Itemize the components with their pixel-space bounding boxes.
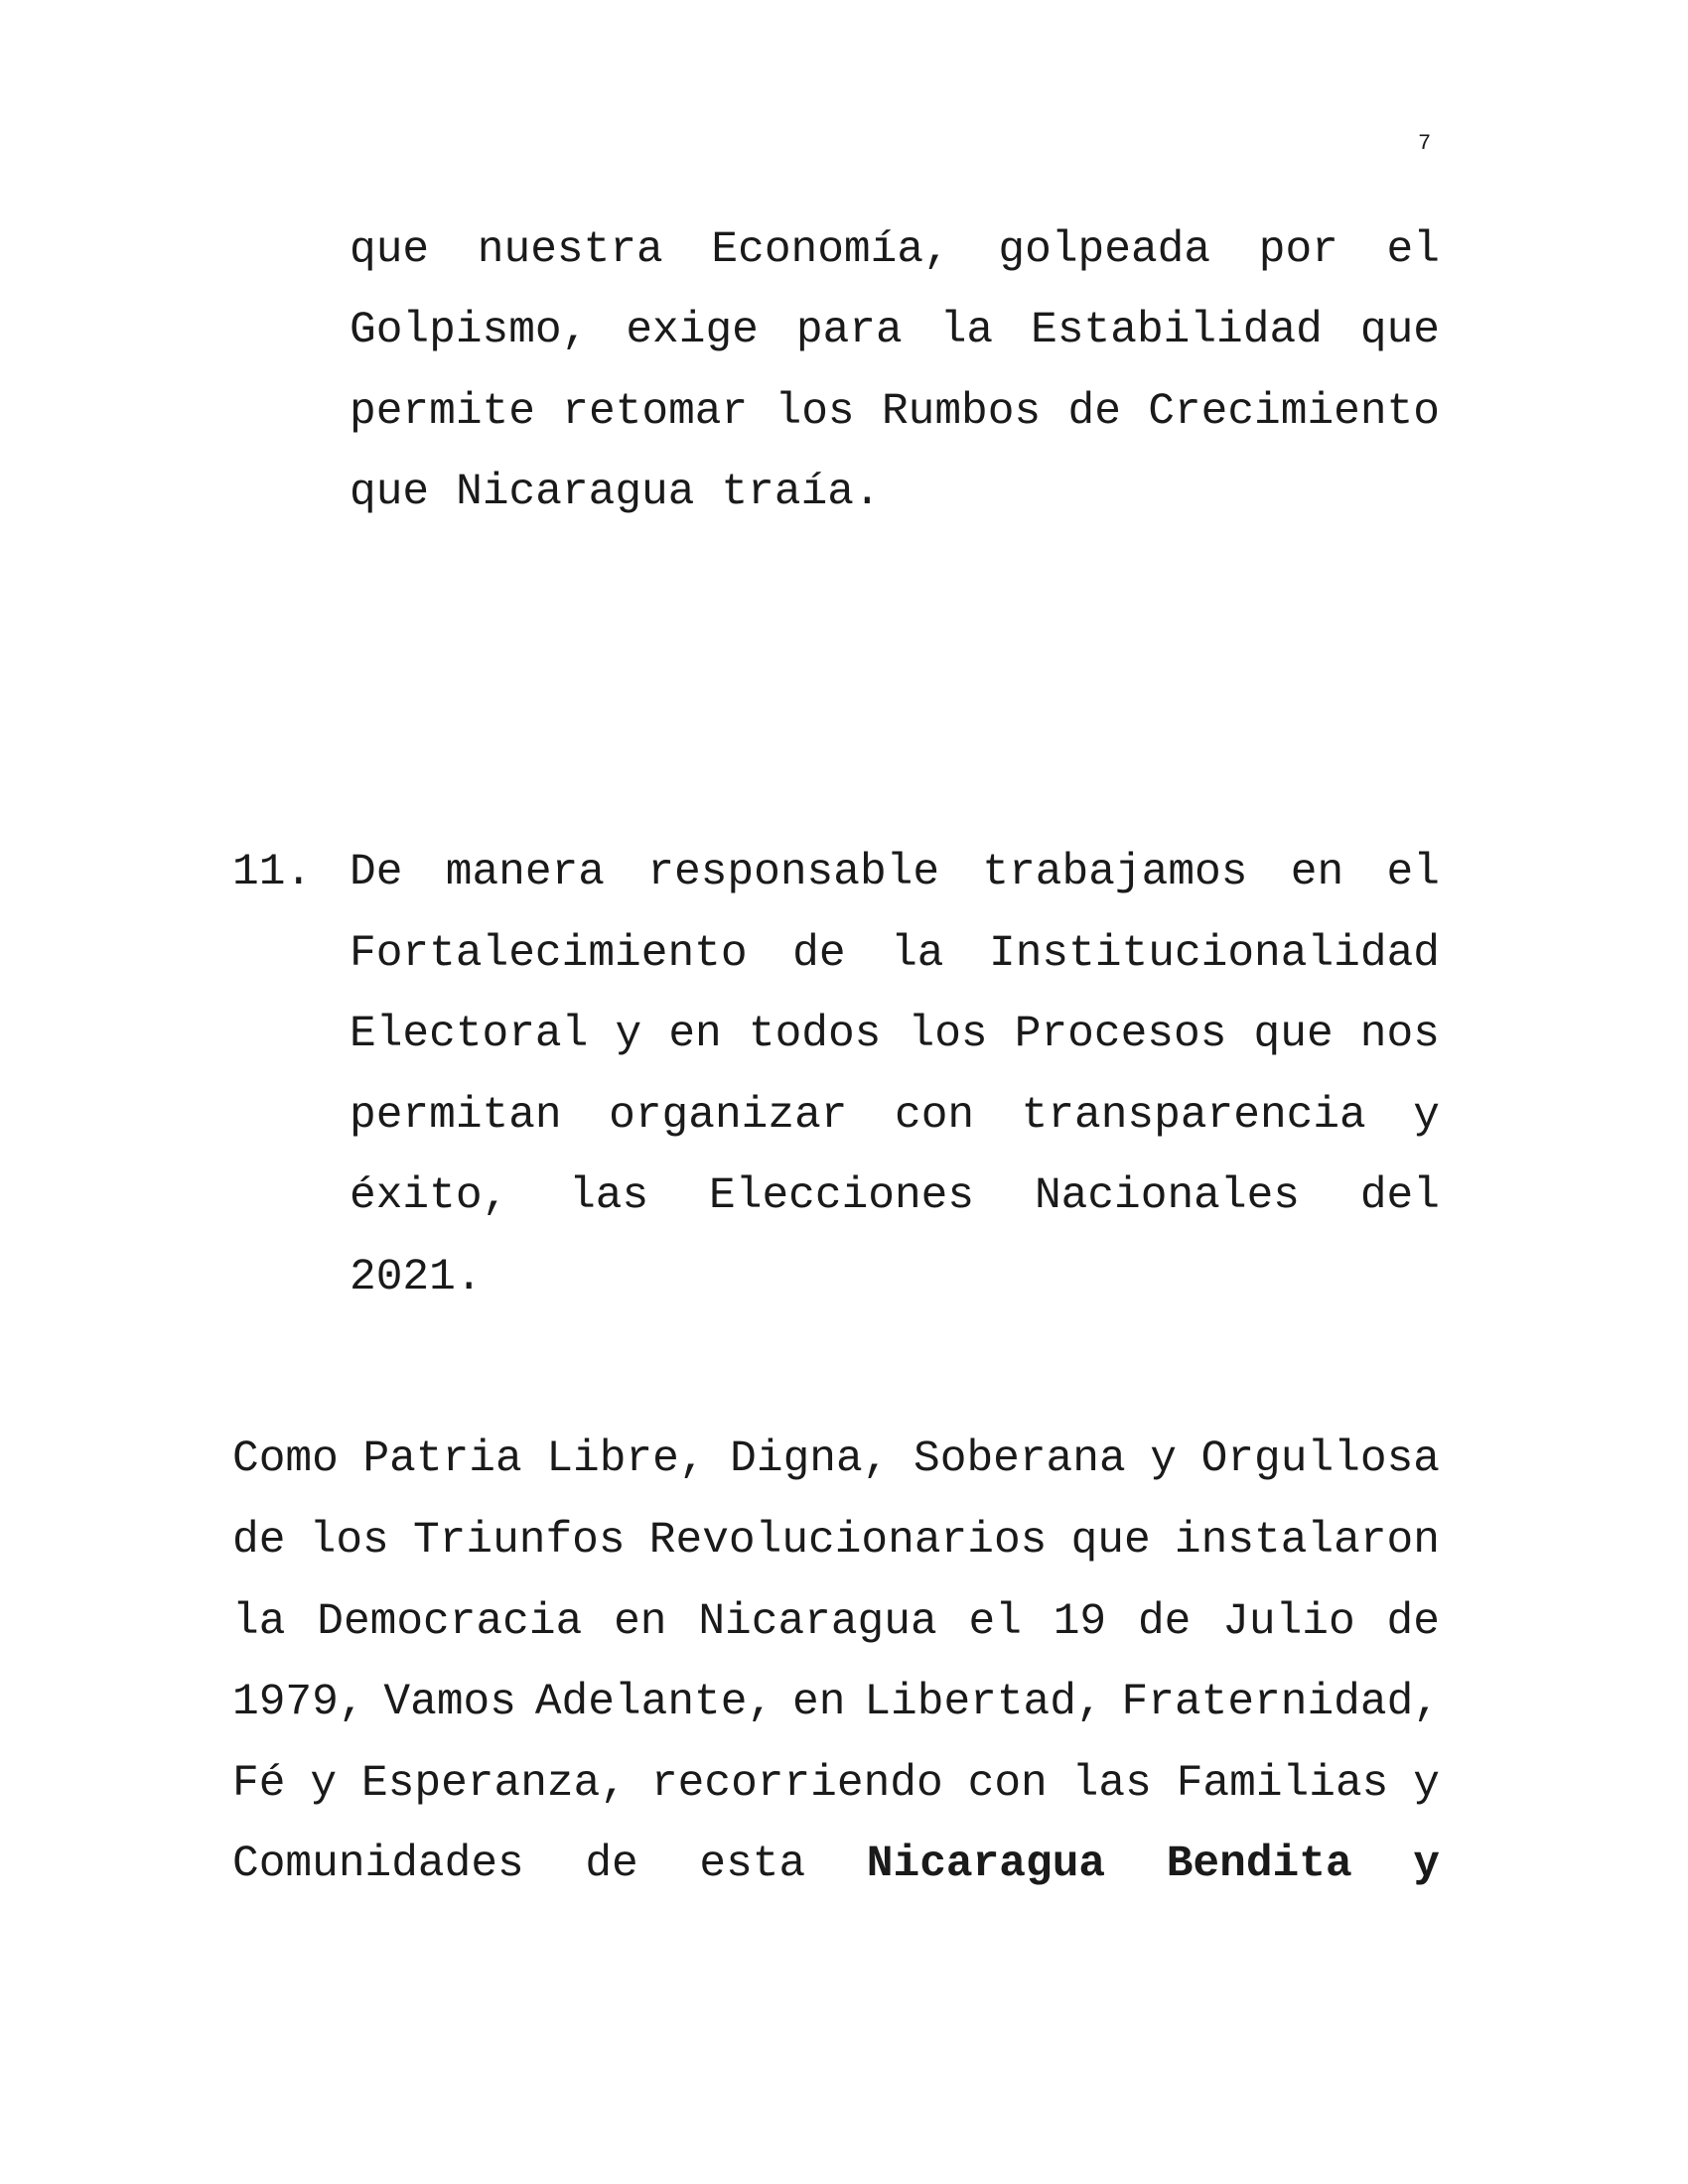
word: de xyxy=(1137,1597,1192,1647)
word: Comunidades xyxy=(232,1840,524,1889)
word: permitan xyxy=(350,1091,562,1141)
word: Revolucionarios xyxy=(648,1516,1048,1566)
text-line xyxy=(350,1086,1440,1146)
word: Digna, xyxy=(730,1434,890,1484)
word: Familias xyxy=(1176,1759,1389,1809)
word: de xyxy=(232,1516,286,1566)
word: esta xyxy=(699,1840,806,1889)
word: con xyxy=(894,1091,975,1141)
word: y xyxy=(310,1759,338,1809)
word: el xyxy=(1386,848,1440,897)
word: en xyxy=(1290,848,1344,897)
word: Patria xyxy=(362,1434,522,1484)
page-number: 7 xyxy=(1418,131,1432,156)
word: Nacionales xyxy=(1034,1171,1300,1221)
word: Elecciones xyxy=(709,1171,975,1221)
word: organizar xyxy=(609,1091,848,1141)
word: y xyxy=(1413,1091,1440,1141)
word: 19 xyxy=(1053,1597,1107,1647)
text-line xyxy=(350,382,1440,442)
word: y xyxy=(1150,1434,1178,1484)
word: de xyxy=(585,1840,638,1889)
word: y xyxy=(1413,1759,1440,1809)
word: en xyxy=(668,1010,722,1059)
text-line xyxy=(350,843,1440,902)
text-line xyxy=(232,1673,1440,1732)
word: que xyxy=(1359,306,1440,355)
text-line xyxy=(350,220,1440,280)
word: Orgullosa xyxy=(1200,1434,1440,1484)
word: la xyxy=(232,1597,286,1647)
text-line xyxy=(232,1511,1440,1570)
word: nuestra xyxy=(477,225,663,275)
word: las xyxy=(1071,1759,1152,1809)
word: del xyxy=(1359,1171,1440,1221)
word: de xyxy=(1386,1597,1440,1647)
word: Democracia xyxy=(317,1597,583,1647)
word: Soberana xyxy=(914,1434,1126,1484)
word: manera xyxy=(445,848,605,897)
word: Rumbos xyxy=(881,387,1042,437)
word: éxito, xyxy=(350,1171,509,1221)
word: trabajamos xyxy=(982,848,1248,897)
word: que xyxy=(1070,1516,1151,1566)
word: que xyxy=(350,225,430,275)
text-line xyxy=(232,1592,1440,1652)
word: Como xyxy=(232,1434,339,1484)
word: para xyxy=(795,306,903,355)
word: en xyxy=(614,1597,667,1647)
word: Economía, xyxy=(711,225,950,275)
word: transparencia xyxy=(1021,1091,1366,1141)
word: Nicaragua xyxy=(456,468,695,517)
word: y xyxy=(615,1010,642,1059)
word: los xyxy=(908,1010,988,1059)
word: todos xyxy=(748,1010,882,1059)
word: Fé xyxy=(232,1759,286,1809)
word: exige xyxy=(626,306,759,355)
word: nos xyxy=(1359,1010,1440,1059)
word: golpeada xyxy=(998,225,1211,275)
word: Fortalecimiento xyxy=(350,929,748,979)
word: Vamos xyxy=(383,1678,516,1727)
word: de xyxy=(792,929,846,979)
word: De xyxy=(350,848,403,897)
word: los xyxy=(774,387,855,437)
word: los xyxy=(309,1516,389,1566)
text-line xyxy=(350,1005,1440,1064)
word: la xyxy=(939,306,994,355)
word: que xyxy=(350,468,430,517)
word: Julio xyxy=(1222,1597,1355,1647)
word: Crecimiento xyxy=(1148,387,1440,437)
word: el xyxy=(1386,225,1440,275)
word: Bendita xyxy=(1166,1840,1352,1889)
text-line xyxy=(350,924,1440,984)
word: instalaron xyxy=(1174,1516,1440,1566)
word: en xyxy=(792,1678,846,1727)
word: el xyxy=(968,1597,1022,1647)
word: Nicaragua xyxy=(698,1597,937,1647)
word: recorriendo xyxy=(650,1759,943,1809)
word: Procesos xyxy=(1014,1010,1227,1059)
word: Institucionalidad xyxy=(989,929,1440,979)
word: Electoral xyxy=(350,1010,589,1059)
word: 1979, xyxy=(232,1678,365,1727)
list-item-number: 11. xyxy=(232,848,313,897)
word: traía. xyxy=(721,468,881,517)
word: Fraternidad, xyxy=(1121,1678,1440,1727)
word: con xyxy=(967,1759,1048,1809)
word: por xyxy=(1258,225,1338,275)
text-line xyxy=(232,1754,1440,1814)
text-line xyxy=(350,1166,1440,1226)
text-line xyxy=(350,301,1440,360)
word: Nicaragua xyxy=(866,1840,1106,1889)
word: de xyxy=(1067,387,1121,437)
text-line xyxy=(232,1430,1440,1489)
word: Esperanza, xyxy=(360,1759,628,1809)
word: 2021. xyxy=(350,1253,483,1302)
word: permite xyxy=(350,387,535,437)
word: y xyxy=(1413,1840,1440,1889)
word: las xyxy=(569,1171,649,1221)
word: Estabilidad xyxy=(1031,306,1323,355)
word: Golpismo, xyxy=(350,306,589,355)
word: responsable xyxy=(647,848,940,897)
text-line xyxy=(350,463,1440,522)
word: Adelante, xyxy=(534,1678,774,1727)
text-line-mixed xyxy=(232,1835,1440,1894)
text-line xyxy=(350,1248,1440,1307)
word: Libre, xyxy=(546,1434,706,1484)
word: la xyxy=(891,929,944,979)
word: Libertad, xyxy=(864,1678,1103,1727)
word: Triunfos xyxy=(412,1516,626,1566)
word: que xyxy=(1253,1010,1334,1059)
word: retomar xyxy=(562,387,749,437)
